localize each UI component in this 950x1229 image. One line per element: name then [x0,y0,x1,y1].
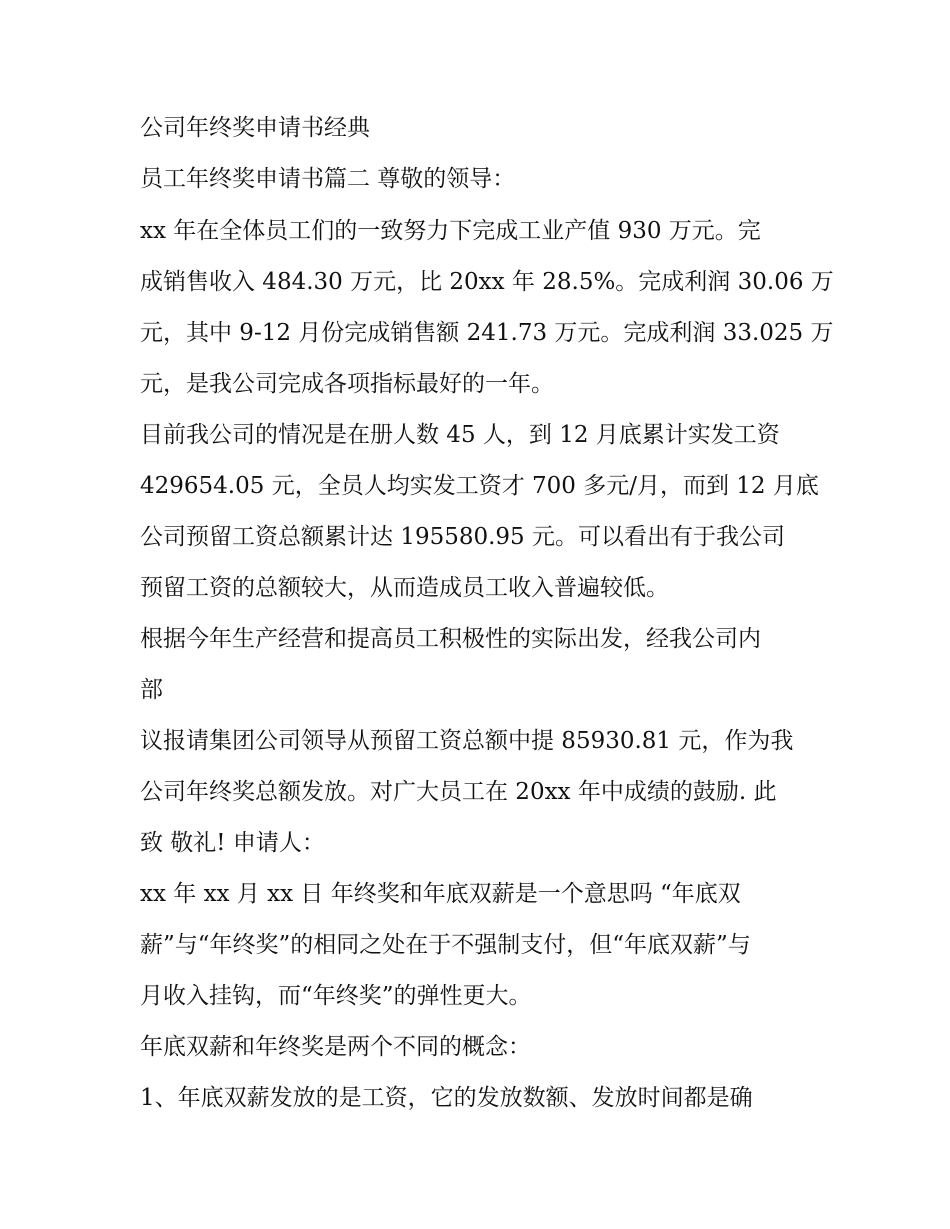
text-line: 公司预留工资总额累计达 195580.95 元。可以看出有于我公司 [140,524,785,550]
text-line: 1、年底双薪发放的是工资，它的发放数额、发放时间都是确 [140,1085,753,1111]
text-line: 年底双薪和年终奖是两个不同的概念： [140,1034,531,1060]
text-line: xx 年 xx 月 xx 日 年终奖和年底双薪是一个意思吗 “年底双 [140,881,741,907]
text-line: 员工年终奖申请书篇二 尊敬的领导： [140,166,516,192]
document-title: 公司年终奖申请书经典 [140,115,370,141]
text-line: 议报请集团公司领导从预留工资总额中提 85930.81 元，作为我 [140,728,794,754]
text-line: 薪”与“年终奖”的相同之处在于不强制支付，但“年底双薪”与 [140,932,751,958]
text-line: 致 敬礼! 申请人： [140,830,325,856]
text-line: 元，是我公司完成各项指标最好的一年。 [140,371,554,397]
text-line: 429654.05 元，全员人均实发工资才 700 多元/月，而到 12 月底 [140,473,819,499]
text-line: xx 年在全体员工们的一致努力下完成工业产值 930 万元。完 [140,218,761,244]
text-line: 预留工资的总额较大，从而造成员工收入普遍较低。 [140,575,669,601]
text-line: 部 [140,677,163,703]
text-line: 月收入挂钩，而“年终奖”的弹性更大。 [140,983,532,1009]
text-line: 根据今年生产经营和提高员工积极性的实际出发，经我公司内 [140,626,761,652]
text-line: 元，其中 9-12 月份完成销售额 241.73 万元。完成利润 33.025 万 [140,320,834,346]
text-line: 公司年终奖总额发放。对广大员工在 20xx 年中成绩的鼓励. 此 [140,779,777,805]
text-line: 目前我公司的情况是在册人数 45 人，到 12 月底累计实发工资 [140,422,780,448]
text-line: 成销售收入 484.30 万元，比 20xx 年 28.5%。完成利润 30.06 万 [140,269,834,295]
